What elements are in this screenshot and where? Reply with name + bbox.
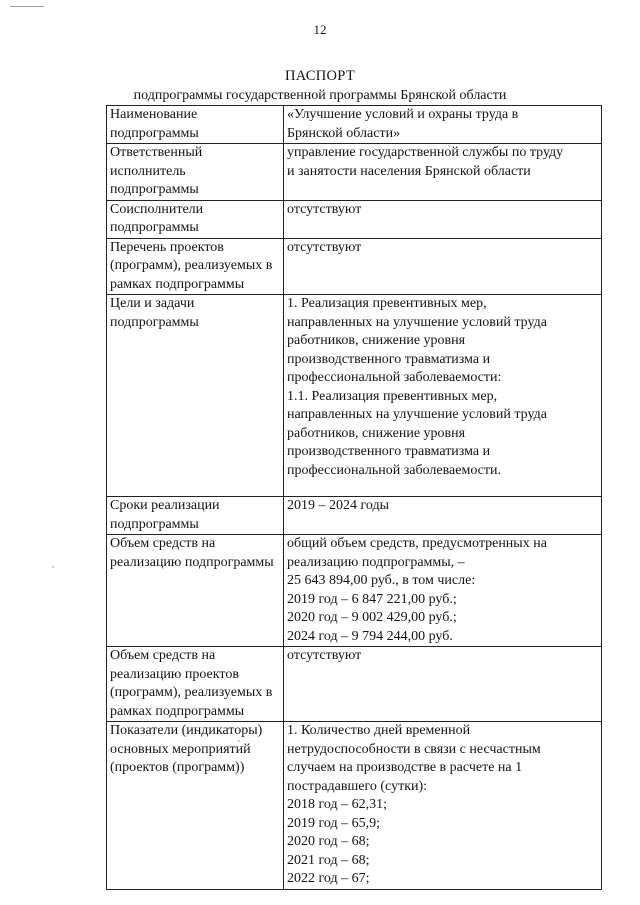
row-label-line: Перечень проектов bbox=[110, 239, 224, 255]
row-value-cell bbox=[284, 106, 602, 144]
row-label-cell bbox=[107, 647, 284, 722]
row-label-line: исполнитель bbox=[110, 163, 186, 179]
passport-row bbox=[107, 238, 602, 295]
row-value-line: отсутствуют bbox=[287, 648, 362, 663]
row-value-cell bbox=[284, 200, 602, 238]
row-label-line: реализацию проектов bbox=[110, 666, 239, 682]
row-label-cell bbox=[107, 295, 284, 497]
row-value-line: отсутствуют bbox=[287, 201, 362, 217]
passport-row bbox=[107, 295, 602, 497]
row-value-line: 1. Реализация превентивных мер, bbox=[287, 296, 487, 311]
row-label-cell bbox=[107, 144, 284, 201]
row-value-line: отсутствуют bbox=[287, 239, 362, 255]
document-title: ПАСПОРТ bbox=[284, 68, 356, 84]
row-label-cell bbox=[107, 106, 284, 144]
row-value-line: Брянской области» bbox=[287, 125, 401, 141]
row-value-line: нетрудоспособности в связи с несчастным bbox=[287, 741, 541, 757]
row-label-cell bbox=[107, 535, 284, 647]
row-value-line: производственного травматизма и bbox=[287, 351, 491, 367]
row-label-line: подпрограммы bbox=[110, 516, 199, 532]
row-label-line: Объем средств на bbox=[110, 648, 216, 663]
row-value-line: «Улучшение условий и охраны труда в bbox=[287, 107, 519, 122]
row-value-line: реализацию подпрограммы, – bbox=[287, 554, 465, 570]
row-value-line: 2019 – 2024 годы bbox=[287, 498, 390, 513]
row-value-line: работников, снижение уровня bbox=[287, 333, 466, 348]
row-value-line: работников, снижение уровня bbox=[287, 425, 466, 441]
row-label-line: рамках подпрограммы bbox=[110, 703, 245, 719]
row-value-line: случаем на производстве в расчете на 1 bbox=[287, 760, 523, 775]
row-value-line: 2022 год – 67; bbox=[287, 871, 370, 886]
row-value-line: профессиональной заболеваемости: bbox=[287, 370, 502, 385]
row-value-line: 2018 год – 62,31; bbox=[287, 797, 388, 812]
row-label-line: Наименование bbox=[110, 107, 198, 122]
passport-table bbox=[106, 105, 602, 890]
row-value-line: 1. Количество дней временной bbox=[287, 723, 471, 738]
row-label-cell bbox=[107, 238, 284, 295]
row-label-line: Показатели (индикаторы) bbox=[110, 723, 263, 738]
row-value-line: производственного травматизма и bbox=[287, 444, 491, 459]
row-value-line: направленных на улучшение условий труда bbox=[287, 314, 547, 330]
document-subtitle: подпрограммы государственной программы Брянской области bbox=[133, 88, 507, 103]
scan-speck bbox=[238, 740, 240, 742]
row-value-line: пострадавшего (сутки): bbox=[287, 778, 428, 794]
passport-row bbox=[107, 106, 602, 144]
passport-table-body bbox=[107, 106, 602, 890]
row-value-cell bbox=[284, 535, 602, 647]
row-value-line: общий объем средств, предусмотренных на bbox=[287, 536, 547, 551]
row-value-line: 2020 год – 9 002 429,00 руб.; bbox=[287, 610, 457, 625]
passport-row bbox=[107, 722, 602, 890]
passport-row bbox=[107, 535, 602, 647]
row-label-line: Объем средств на bbox=[110, 536, 216, 551]
row-label-line: рамках подпрограммы bbox=[110, 276, 245, 292]
passport-row bbox=[107, 144, 602, 201]
passport-row bbox=[107, 497, 602, 535]
row-value-line: 2019 год – 65,9; bbox=[287, 815, 381, 831]
row-value-line: 1.1. Реализация превентивных мер, bbox=[287, 388, 498, 404]
row-value-line: профессиональной заболеваемости. bbox=[287, 462, 501, 478]
row-label-line: (программ), реализуемых в bbox=[110, 258, 273, 273]
cell-spacer bbox=[287, 480, 599, 496]
row-value-line: 2019 год – 6 847 221,00 руб.; bbox=[287, 591, 457, 607]
row-value-cell bbox=[284, 238, 602, 295]
passport-row bbox=[107, 200, 602, 238]
scan-corner-mark bbox=[10, 6, 44, 8]
row-label-line: подпрограммы bbox=[110, 125, 199, 141]
row-value-line: 25 643 894,00 руб., в том числе: bbox=[287, 573, 476, 588]
row-label-line: Соисполнители bbox=[110, 201, 204, 217]
row-label-cell bbox=[107, 497, 284, 535]
row-value-cell bbox=[284, 722, 602, 890]
row-value-cell bbox=[284, 497, 602, 535]
row-value-cell bbox=[284, 144, 602, 201]
row-value-line: управление государственной службы по труду bbox=[287, 145, 564, 160]
row-label-line: (программ), реализуемых в bbox=[110, 685, 273, 700]
row-value-line: 2024 год – 9 794 244,00 руб. bbox=[287, 628, 453, 644]
row-label-cell bbox=[107, 200, 284, 238]
row-value-cell bbox=[284, 295, 602, 497]
row-label-line: реализацию подпрограммы bbox=[110, 554, 274, 570]
row-value-line: 2020 год – 68; bbox=[287, 834, 370, 849]
scan-speck bbox=[52, 566, 54, 568]
row-value-line: 2021 год – 68; bbox=[287, 852, 370, 868]
row-label-line: подпрограммы bbox=[110, 314, 199, 330]
row-label-line: основных мероприятий bbox=[110, 741, 251, 757]
row-label-line: Сроки реализации bbox=[110, 498, 220, 513]
row-value-cell bbox=[284, 647, 602, 722]
row-label-line: Ответственный bbox=[110, 145, 203, 160]
passport-row bbox=[107, 647, 602, 722]
row-label-line: (проектов (программ)) bbox=[110, 760, 245, 775]
row-value-line: направленных на улучшение условий труда bbox=[287, 407, 547, 422]
row-value-line: и занятости населения Брянской области bbox=[287, 163, 531, 179]
page-number: 12 bbox=[313, 22, 327, 37]
row-label-cell bbox=[107, 722, 284, 890]
row-label-line: Цели и задачи bbox=[110, 296, 195, 311]
row-label-line: подпрограммы bbox=[110, 220, 199, 235]
row-label-line: подпрограммы bbox=[110, 182, 199, 197]
